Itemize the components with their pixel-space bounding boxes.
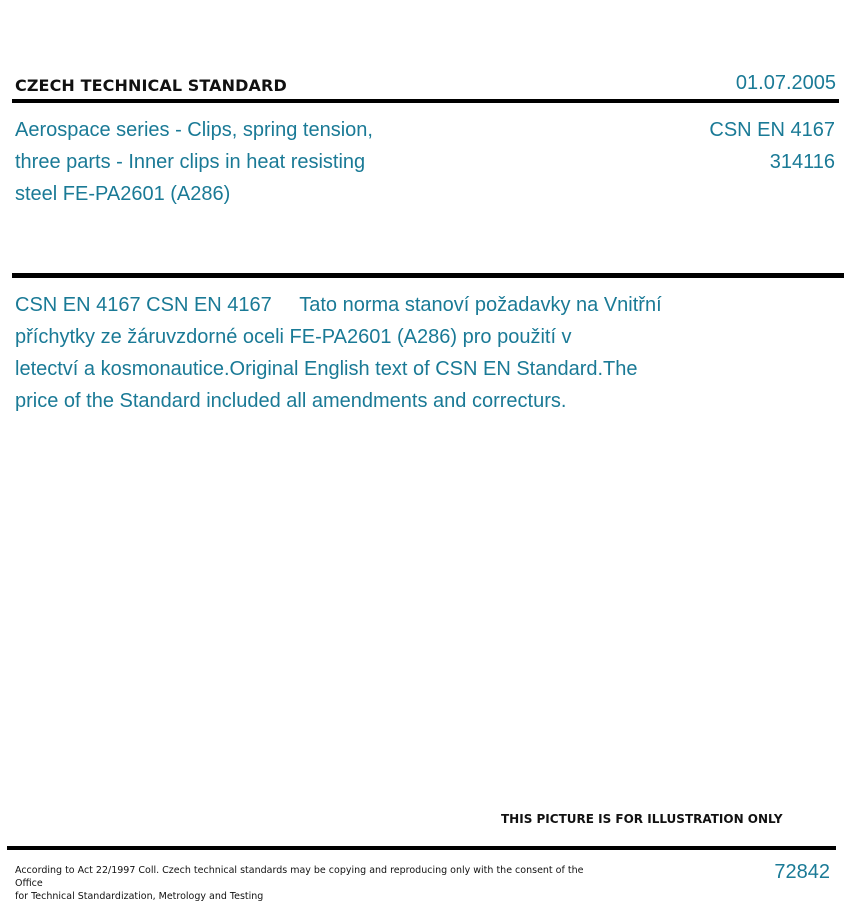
standard-description [15, 289, 720, 417]
publication-date: 01.07.2005 [735, 72, 836, 94]
description-line: CSN EN 4167 CSN EN 4167 Tato norma stanoví požadavky na Vnitřní [15, 294, 662, 316]
footer-divider [7, 846, 836, 850]
legal-notice [15, 864, 585, 903]
legal-notice-line: According to Act 22/1997 Coll. Czech technical standards may be copying and reproducing only with the consent of the Office [15, 865, 584, 889]
description-line: letectví a kosmonautice.Original English text of CSN EN Standard.The [15, 358, 638, 380]
standard-title [15, 114, 435, 210]
standard-code: CSN EN 4167 [709, 119, 835, 141]
description-line: price of the Standard included all amendments and correcturs. [15, 390, 567, 412]
description-line: příchytky ze žáruvzdorné oceli FE-PA2601 (A286) pro použití v [15, 326, 572, 348]
standard-title-line: steel FE-PA2601 (A286) [15, 183, 231, 205]
section-divider [12, 273, 844, 278]
standard-identifiers [709, 114, 835, 178]
header-divider [12, 99, 839, 103]
standard-title-line: Aerospace series - Clips, spring tension, [15, 119, 373, 141]
standard-title-line: three parts - Inner clips in heat resisting [15, 151, 366, 173]
document-id: 72842 [774, 861, 830, 883]
legal-notice-line: for Technical Standardization, Metrology and Testing [15, 891, 264, 902]
document-category-title: CZECH TECHNICAL STANDARD [15, 76, 287, 95]
illustration-disclaimer: THIS PICTURE IS FOR ILLUSTRATION ONLY [501, 812, 783, 826]
classification-number: 314116 [769, 151, 835, 173]
